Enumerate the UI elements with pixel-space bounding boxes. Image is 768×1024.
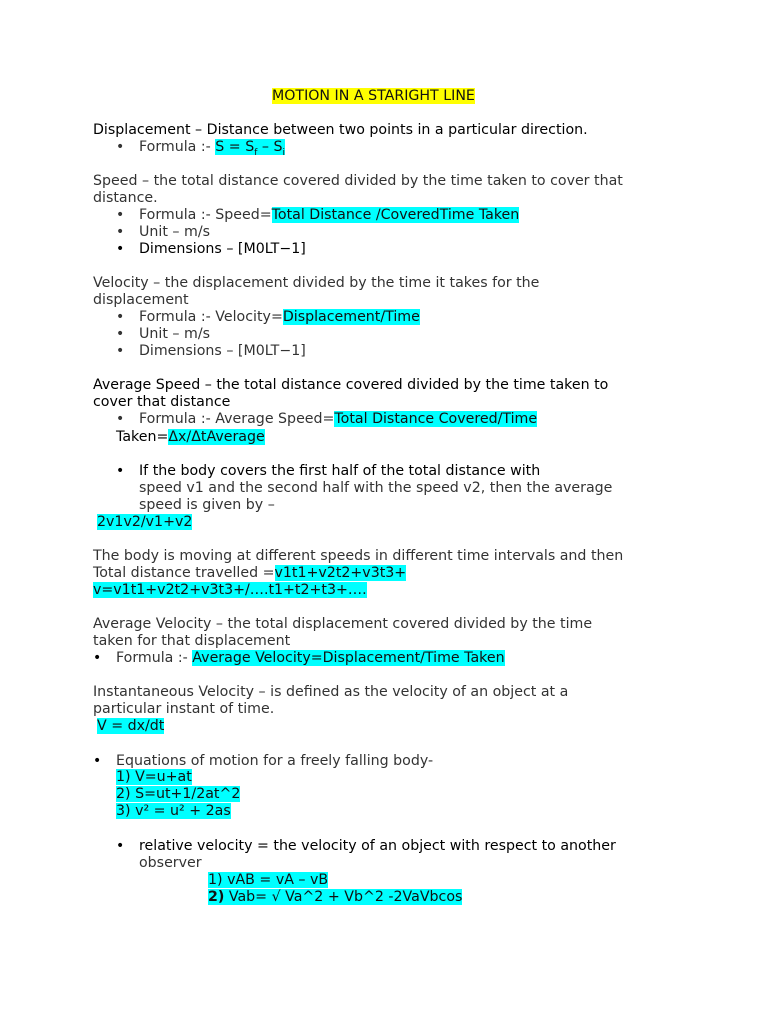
inst-velocity-formula-highlight: V = dx/dt	[97, 718, 165, 734]
different-speeds-line1: The body is moving at different speeds in different time intervals and then	[93, 548, 624, 564]
displacement-formula-highlight	[215, 139, 286, 158]
bullet-icon: •	[116, 463, 125, 479]
speed-unit: Unit – m/s	[139, 224, 210, 240]
relative-eq1-highlight: 1) vAB = vA – vB	[208, 872, 329, 888]
relative-eq2-highlight	[208, 889, 462, 905]
avg-velocity-formula	[116, 650, 505, 667]
free-fall-heading: Equations of motion for a freely falling body-	[116, 753, 434, 769]
relative-eq1	[208, 872, 328, 889]
free-fall-eq2	[116, 786, 240, 803]
bullet-icon: •	[116, 326, 125, 342]
formula-label: Formula :- Average Speed=	[139, 411, 335, 427]
formula-part: – S	[257, 139, 283, 155]
free-fall-eq1	[116, 769, 192, 786]
subscript-final: f	[254, 147, 258, 158]
inst-velocity-definition-line1: Instantaneous Velocity – is defined as the velocity of an object at a	[93, 684, 569, 700]
halves-line3: speed is given by –	[139, 497, 275, 513]
bullet-icon: •	[116, 309, 125, 325]
velocity-definition-line2: displacement	[93, 292, 189, 308]
avg-speed-definition-line1: Average Speed – the total distance covered divided by the time taken to	[93, 377, 609, 393]
velocity-formula	[139, 309, 420, 326]
relative-eq2-text: Vab= √ Va^2 + Vb^2 -2VaVbcos	[224, 889, 463, 905]
bullet-icon: •	[116, 343, 125, 359]
avg-speed-taken-highlight: Δx/ΔtAverage	[168, 429, 265, 445]
bullet-icon: •	[116, 838, 125, 854]
bullet-icon: •	[116, 224, 125, 240]
avg-speed-taken	[116, 429, 265, 446]
avg-velocity-formula-highlight: Average Velocity=Displacement/Time Taken	[192, 650, 505, 666]
relative-eq2-number: 2)	[208, 889, 225, 905]
avg-velocity-definition-line2: taken for that displacement	[93, 633, 291, 649]
halves-formula-highlight: 2v1v2/v1+v2	[97, 514, 193, 530]
average-velocity-sum-highlight: v=v1t1+v2t2+v3t3+/….t1+t2+t3+….	[93, 582, 367, 598]
formula-part: S = S	[215, 139, 255, 155]
formula-label: Formula :- Speed=	[139, 207, 272, 223]
velocity-definition-line1: Velocity – the displacement divided by the time it takes for the	[93, 275, 540, 291]
relative-eq2	[208, 889, 462, 906]
taken-label: Taken=	[116, 429, 169, 445]
subscript-initial: i	[282, 147, 286, 158]
speed-definition-line2: distance.	[93, 190, 158, 206]
displacement-definition: Displacement – Distance between two points in a particular direction.	[93, 122, 588, 138]
inst-velocity-formula	[97, 718, 164, 735]
bullet-icon: •	[116, 139, 125, 155]
bullet-icon: •	[116, 241, 125, 257]
avg-speed-formula	[139, 411, 537, 428]
avg-velocity-definition-line1: Average Velocity – the total displacement covered divided by the time	[93, 616, 593, 632]
total-distance-label: Total distance travelled =	[93, 565, 275, 581]
avg-speed-formula-highlight: Total Distance Covered/Time	[334, 411, 538, 427]
speed-dimensions: Dimensions – [M0LT−1]	[139, 241, 306, 257]
document-title	[272, 88, 475, 105]
halves-line2: speed v1 and the second half with the speed v2, then the average	[139, 480, 613, 496]
speed-formula-highlight: Total Distance /CoveredTime Taken	[271, 207, 520, 223]
formula-label: Formula :-	[116, 650, 193, 666]
relative-line1: relative velocity = the velocity of an object with respect to another	[139, 838, 616, 854]
inst-velocity-definition-line2: particular instant of time.	[93, 701, 275, 717]
free-fall-eq2-highlight: 2) S=ut+1/2at^2	[116, 786, 241, 802]
velocity-dimensions: Dimensions – [M0LT−1]	[139, 343, 306, 359]
free-fall-eq1-highlight: 1) V=u+at	[116, 769, 192, 785]
speed-definition-line1: Speed – the total distance covered divided by the time taken to cover that	[93, 173, 623, 189]
formula-label: Formula :- Velocity=	[139, 309, 283, 325]
bullet-icon: •	[93, 650, 102, 666]
total-distance-highlight: v1t1+v2t2+v3t3+	[274, 565, 407, 581]
halves-formula	[97, 514, 192, 531]
free-fall-eq3	[116, 803, 231, 820]
velocity-unit: Unit – m/s	[139, 326, 210, 342]
bullet-icon: •	[93, 753, 102, 769]
relative-line2: observer	[139, 855, 202, 871]
formula-label: Formula :-	[139, 139, 216, 155]
free-fall-eq3-highlight: 3) v² = u² + 2as	[116, 803, 231, 819]
speed-formula	[139, 207, 519, 224]
different-speeds-line3	[93, 582, 367, 599]
halves-line1: If the body covers the first half of the total distance with	[139, 463, 541, 479]
bullet-icon: •	[116, 207, 125, 223]
avg-speed-definition-line2: cover that distance	[93, 394, 231, 410]
velocity-formula-highlight: Displacement/Time	[282, 309, 420, 325]
displacement-formula	[139, 139, 285, 162]
different-speeds-line2	[93, 565, 406, 582]
bullet-icon: •	[116, 411, 125, 427]
title-highlight: MOTION IN A STARIGHT LINE	[272, 88, 475, 104]
